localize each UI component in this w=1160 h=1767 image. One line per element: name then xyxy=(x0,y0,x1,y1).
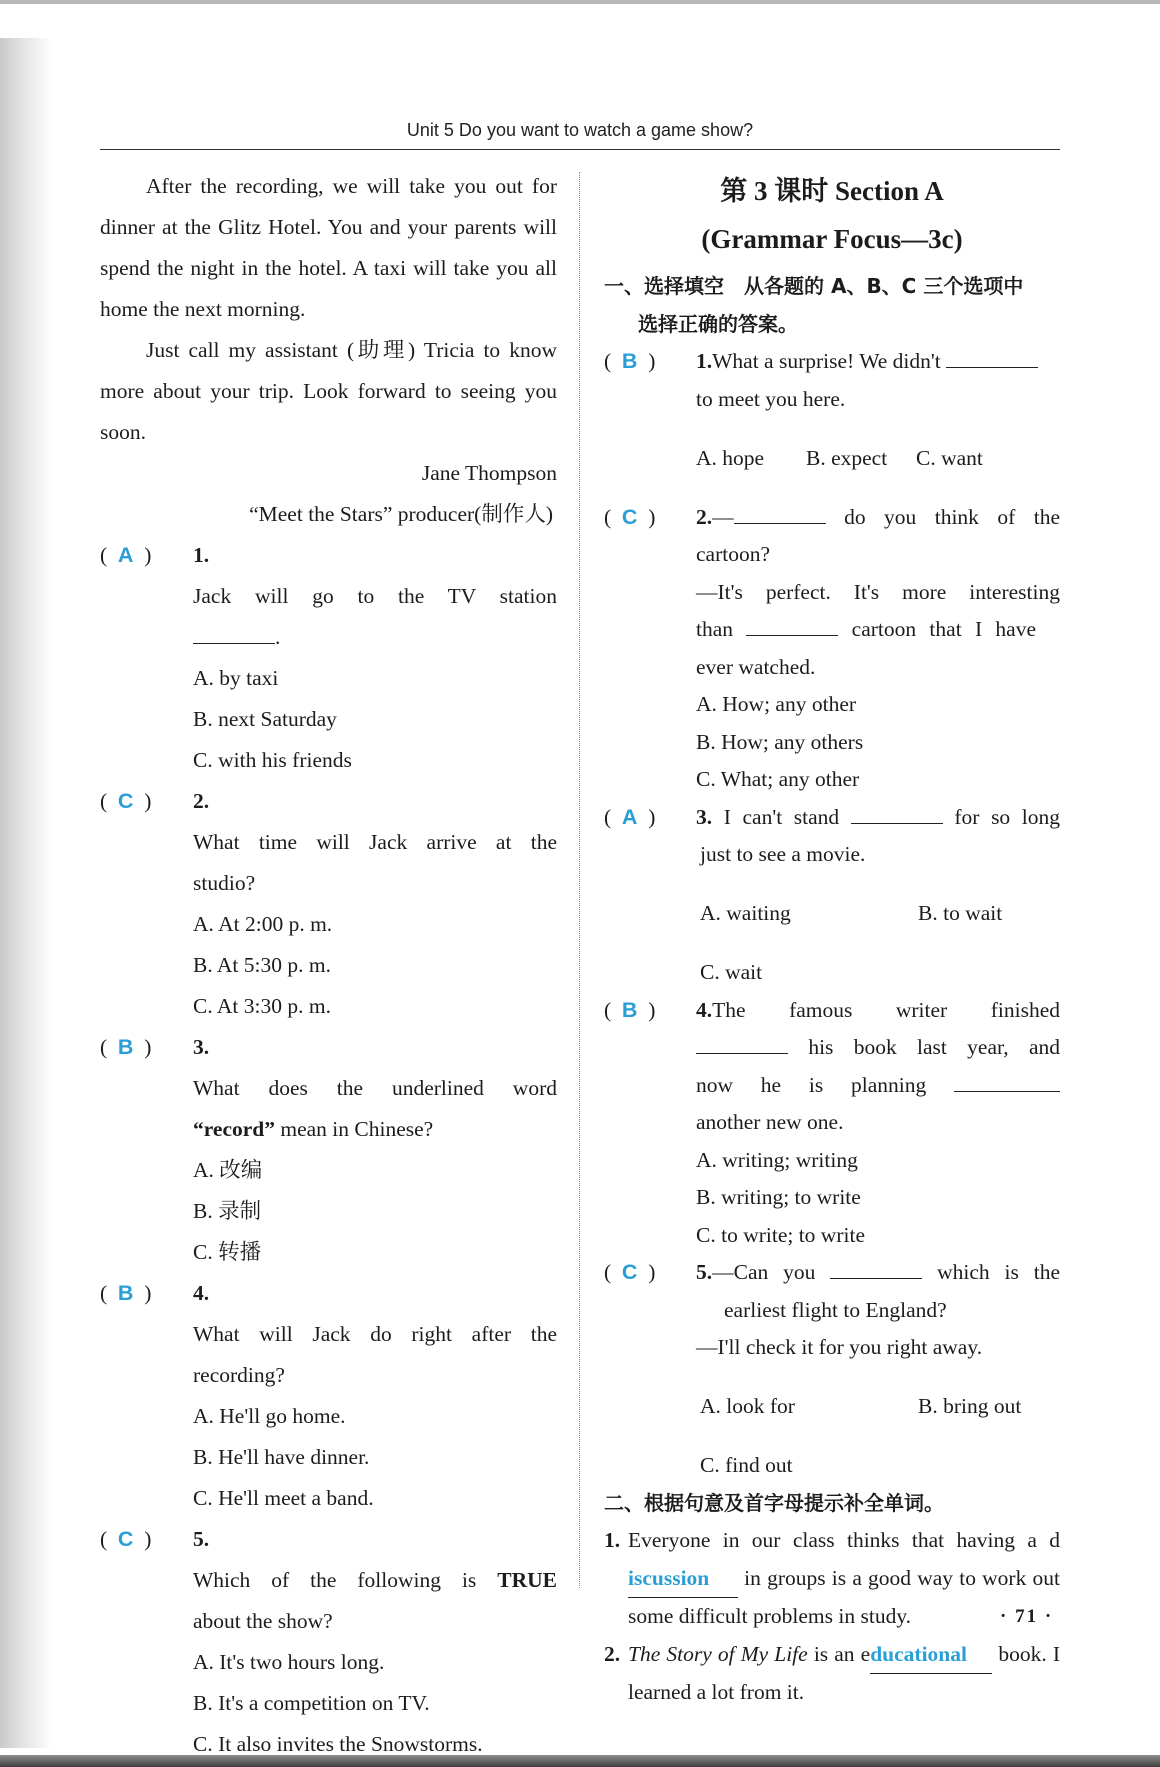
answer-mark: B xyxy=(117,1035,134,1059)
answer-blank xyxy=(746,613,838,636)
option-a: A. writing; writing xyxy=(696,1147,858,1172)
answer-mark: C xyxy=(117,1527,134,1551)
fill-item-2: 2. The Story of My Life is an educational book. I learned a lot from it. xyxy=(604,1636,1060,1712)
options xyxy=(700,1388,1060,1426)
option-b: B. 录制 xyxy=(193,1199,262,1223)
option-c: C. want xyxy=(916,445,983,470)
answer-blank xyxy=(734,501,826,524)
option-b: B. How; any others xyxy=(696,729,864,754)
option-b: B. expect xyxy=(806,445,888,470)
header-rule xyxy=(100,149,1060,150)
lesson-subtitle: (Grammar Focus—3c) xyxy=(701,224,963,254)
column-divider xyxy=(579,172,580,1588)
answer-blank xyxy=(830,1256,922,1279)
underlined-word: “record” xyxy=(193,1117,275,1141)
option-c: C. find out xyxy=(700,1453,793,1477)
option-b: B. bring out xyxy=(918,1394,1022,1418)
option-b: B. next Saturday xyxy=(193,707,337,731)
option-a: A. It's two hours long. xyxy=(193,1650,385,1674)
page-number: · 71 · xyxy=(1000,1606,1054,1627)
filled-answer: ducational xyxy=(870,1636,992,1675)
question-number: 4. xyxy=(193,1281,210,1305)
option-c: C. to write; to write xyxy=(696,1222,865,1247)
reading-question-3: ( B ) 3.What does the underlined word “record” mean in Chinese? A. 改编 B. 录制 C. 转播 xyxy=(100,1027,557,1273)
question-number: 2. xyxy=(193,789,210,813)
running-header: Unit 5 Do you want to watch a game show? xyxy=(406,120,754,140)
option-c: C. What; any other xyxy=(696,767,860,791)
option-c: C. with his friends xyxy=(193,748,352,772)
choice-question-5: ( C ) 5.—Can you which is the earliest flight to England? —I'll check it for you right away. A. look for B. bring out C. find out xyxy=(604,1254,1060,1485)
question-text: What time will Jack arrive at the xyxy=(193,830,557,854)
option-a: A. At 2:00 p. m. xyxy=(193,912,333,936)
options xyxy=(696,440,1060,478)
answer-mark: C xyxy=(117,789,134,813)
question-text: What will Jack do right after the xyxy=(193,1322,557,1346)
question-text: What does the underlined word xyxy=(193,1076,557,1100)
reading-question-4: ( B ) 4.What will Jack do right after the recording? A. He'll go home. B. He'll have dinner. C. He'll meet a band. xyxy=(100,1273,557,1519)
signature-name: Jane Thompson xyxy=(421,461,557,485)
scan-top-edge xyxy=(0,0,1160,4)
choice-question-4: ( B ) 4.The famous writer finished his book last year, and now he is planning another new one. A. writing; writing B. writing; to write C. to write; to write xyxy=(604,992,1060,1255)
question-number: 5. xyxy=(193,1527,210,1551)
answer-blank xyxy=(696,1031,788,1054)
answer-blank xyxy=(193,621,275,644)
reading-question-1: ( A ) 1.Jack will go to the TV station . A. by taxi B. next Saturday C. with his friends xyxy=(100,535,557,781)
question-number: 3. xyxy=(193,1035,210,1059)
left-column xyxy=(100,166,557,1765)
answer-mark: B xyxy=(621,997,638,1022)
option-c: C. wait xyxy=(700,960,763,984)
lesson-title: 第 3 课时 Section A xyxy=(720,176,944,206)
answer-mark: B xyxy=(621,349,638,373)
option-b: B. He'll have dinner. xyxy=(193,1445,370,1469)
answer-mark: C xyxy=(621,504,638,529)
choice-question-3: ( A ) 3. I can't stand for so long just to see a movie. A. waiting B. to wait C. wait xyxy=(604,799,1060,992)
reading-question-2: ( C ) 2.What time will Jack arrive at the studio? A. At 2:00 p. m. B. At 5:30 p. m. C. At 3:30 p. m. xyxy=(100,781,557,1027)
letter-paragraph-1: After the recording, we will take you out for dinner at the Glitz Hotel. You and your parents will spend the night in the hotel. A taxi will take you all home the next morning. xyxy=(100,174,557,321)
right-column xyxy=(604,166,1060,1712)
option-c: C. It also invites the Snowstorms. xyxy=(193,1732,483,1756)
option-a: A. waiting xyxy=(700,901,791,925)
answer-mark: C xyxy=(621,1260,638,1284)
answer-mark: A xyxy=(117,543,134,567)
option-a: A. by taxi xyxy=(193,666,279,690)
option-c: C. 转播 xyxy=(193,1240,262,1264)
question-number: 1. xyxy=(193,543,210,567)
answer-mark: A xyxy=(621,804,638,829)
option-a: A. How; any other xyxy=(696,692,857,716)
section-2-heading: 二、根据句意及首字母提示补全单词。 xyxy=(604,1490,944,1515)
answer-blank xyxy=(851,801,943,824)
letter-paragraph-2: Just call my assistant (助理) Tricia to know more about your trip. Look forward to seeing you soon. xyxy=(100,338,557,444)
filled-answer: iscussion xyxy=(628,1560,738,1599)
choice-question-2: ( C ) 2.— do you think of the cartoon? —It's perfect. It's more interesting than cartoon that I have ever watched. A. How; any other B. How; any others C. What; any other xyxy=(604,499,1060,799)
choice-question-1: ( B ) 1.What a surprise! We didn't to meet you here. A. hope B. expect C. want xyxy=(604,343,1060,477)
option-a: A. look for xyxy=(700,1394,795,1418)
question-text: Which of the following is xyxy=(193,1568,477,1592)
signature-title: “Meet the Stars” producer(制作人) xyxy=(249,502,553,526)
option-a: A. He'll go home. xyxy=(193,1404,346,1428)
fill-item-1: 1. Everyone in our class thinks that having a discussion in groups is a good way to work out some difficult problems in study. xyxy=(604,1528,1060,1628)
option-a: A. 改编 xyxy=(193,1158,263,1182)
option-b: B. It's a competition on TV. xyxy=(193,1691,430,1715)
options xyxy=(700,895,1060,933)
question-text: Jack will go to the TV station xyxy=(193,584,557,608)
answer-blank xyxy=(946,345,1038,368)
option-a: A. hope xyxy=(696,445,765,470)
option-b: B. writing; to write xyxy=(696,1185,861,1209)
option-c: C. He'll meet a band. xyxy=(193,1486,374,1510)
option-b: B. At 5:30 p. m. xyxy=(193,953,331,977)
answer-blank xyxy=(954,1069,1060,1092)
option-b: B. to wait xyxy=(918,901,1003,925)
section-1-heading: 一、选择填空 从各题的 A、B、C 三个选项中 选择正确的答案。 xyxy=(604,274,1024,336)
book-spine-shadow xyxy=(0,38,52,1748)
answer-mark: B xyxy=(117,1281,134,1305)
reading-question-5: ( C ) 5.Which of the following is TRUE about the show? A. It's two hours long. B. It's a competition on TV. C. It also invites the Snowstorms. xyxy=(100,1519,557,1765)
option-c: C. At 3:30 p. m. xyxy=(193,994,331,1018)
